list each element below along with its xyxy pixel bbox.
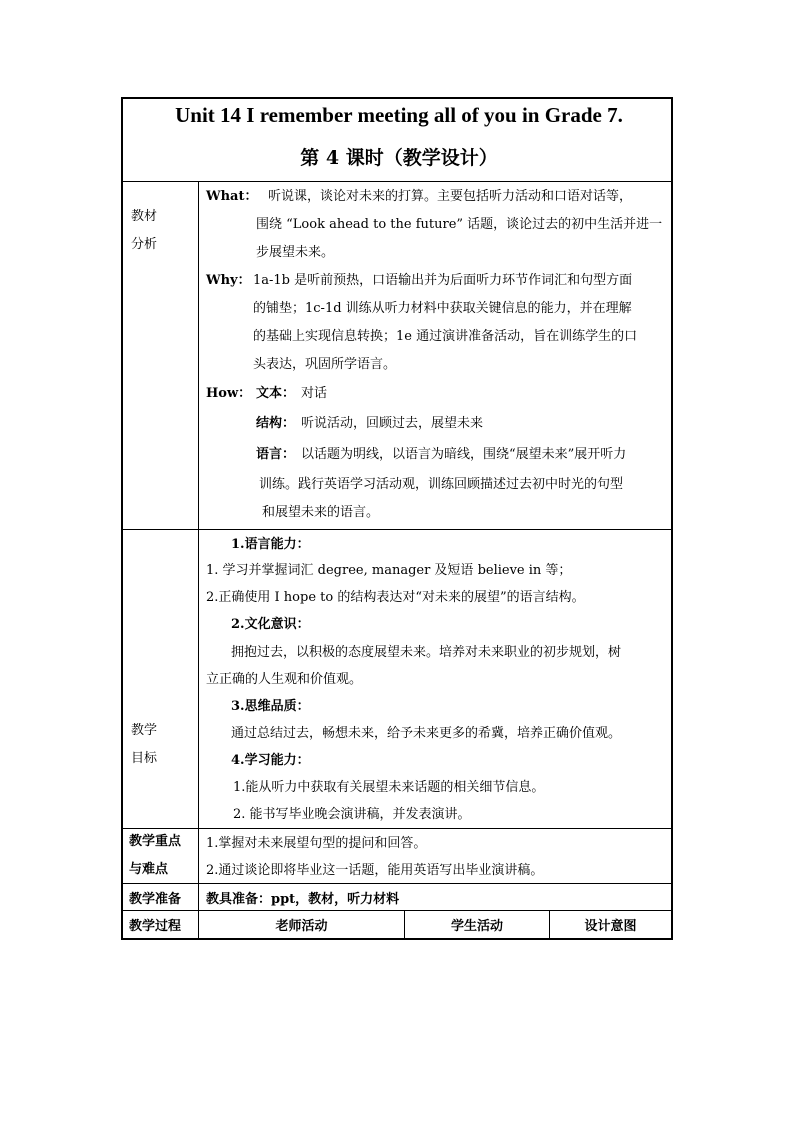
goal-heading-thinking: 3.思维品质： [231, 699, 310, 714]
goal-heading-culture: 2.文化意识： [231, 617, 310, 632]
what-text: 围绕 “Look ahead to the future” 话题，谈论过去的初中生活并进一 [256, 217, 663, 232]
how-label: How： [206, 386, 252, 401]
goal-item: 2. 能书写毕业晚会演讲稿，并发表演讲。 [233, 807, 471, 822]
label-line: 目标 [131, 751, 158, 766]
label-line: 与难点 [129, 862, 169, 877]
how-structure-label: 结构： [256, 416, 296, 431]
keypoints-label [129, 828, 181, 884]
prep-text: 教具准备：ppt，教材，听力材料 [206, 892, 400, 907]
what-label: What： [206, 189, 258, 204]
goal-item: 通过总结过去，畅想未来，给予未来更多的希冀，培养正确价值观。 [231, 726, 622, 741]
goals-label [131, 717, 157, 773]
what-text: 步展望未来。 [256, 245, 335, 260]
row-divider [123, 883, 671, 884]
goal-item: 1. 学习并掌握词汇 degree, manager 及短语 believe in 等； [206, 563, 572, 578]
lesson-plan-table [121, 97, 673, 940]
lesson-subtitle: 第 4 课时（教学设计） [300, 147, 498, 169]
label-line: 教学 [131, 723, 158, 738]
goal-heading-language: 1.语言能力： [231, 537, 310, 552]
goal-item: 拥抱过去，以积极的态度展望未来。培养对未来职业的初步规划，树 [231, 645, 622, 660]
why-label: Why： [206, 273, 251, 288]
how-text-value: 对话 [301, 386, 328, 401]
label-line: 教学重点 [129, 834, 182, 849]
goal-item: 立正确的人生观和价值观。 [206, 672, 363, 687]
document-title: Unit 14 I remember meeting all of you in Grade 7. [175, 103, 623, 127]
why-text: 的基础上实现信息转换；1e 通过演讲准备活动，旨在训练学生的口 [253, 329, 638, 344]
why-text: 1a-1b 是听前预热，口语输出并为后面听力环节作词汇和句型方面 [253, 273, 633, 288]
keypoint-item: 2.通过谈论即将毕业这一话题，能用英语写出毕业演讲稿。 [206, 863, 544, 878]
why-text: 的铺垫；1c-1d 训练从听力材料中获取关键信息的能力，并在理解 [253, 301, 632, 316]
row-divider [123, 910, 671, 911]
goal-heading-learning: 4.学习能力： [231, 753, 310, 768]
goal-item: 1.能从听力中获取有关展望未来话题的相关细节信息。 [233, 780, 545, 795]
process-label: 教学过程 [129, 919, 182, 934]
label-line: 分析 [131, 237, 158, 252]
analysis-label [131, 203, 157, 259]
process-col-student: 学生活动 [450, 919, 503, 934]
how-structure-value: 听说活动，回顾过去，展望未来 [301, 416, 484, 431]
goal-item: 2.正确使用 I hope to 的结构表达对“对未来的展望”的语言结构。 [206, 590, 585, 605]
how-language-value: 以话题为明线，以语言为暗线，围绕“展望未来”展开听力 [301, 447, 627, 462]
how-language-label: 语言： [256, 447, 296, 462]
process-col-purpose: 设计意图 [584, 919, 637, 934]
how-text-label: 文本： [256, 386, 296, 401]
what-text: 听说课，谈论对未来的打算。主要包括听力活动和口语对话等， [268, 189, 633, 204]
row-divider [123, 529, 671, 530]
row-divider [123, 828, 671, 829]
how-language-value: 和展望未来的语言。 [262, 505, 380, 520]
process-col-teacher: 老师活动 [275, 919, 328, 934]
why-text: 头表达，巩固所学语言。 [253, 357, 397, 372]
prep-label: 教学准备 [129, 892, 182, 907]
row-divider [123, 181, 671, 182]
how-language-value: 训练。践行英语学习活动观，训练回顾描述过去初中时光的句型 [259, 477, 624, 492]
keypoint-item: 1.掌握对未来展望句型的提问和回答。 [206, 836, 427, 851]
label-line: 教材 [131, 209, 158, 224]
column-divider [198, 181, 199, 938]
